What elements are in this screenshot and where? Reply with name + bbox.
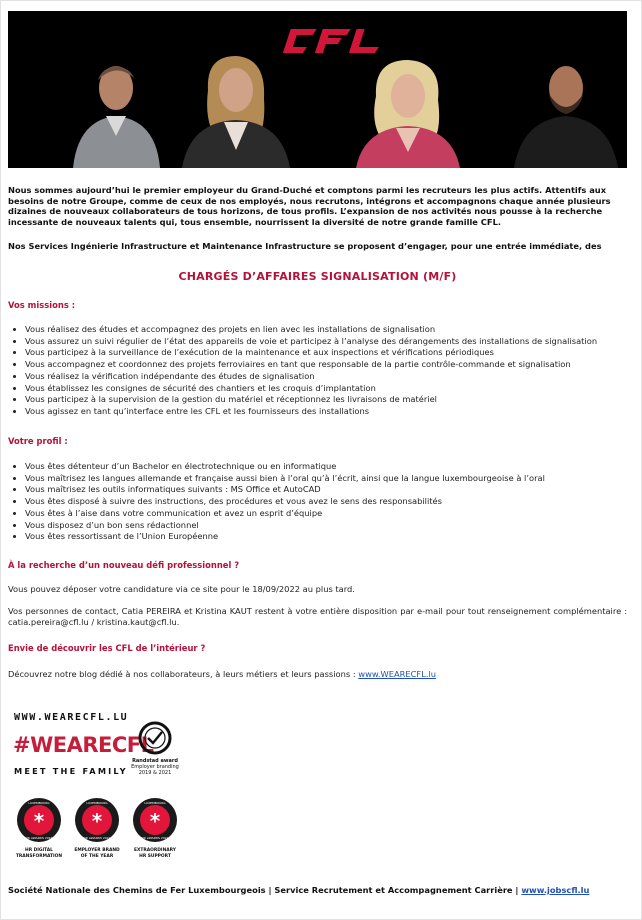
blog-sentence: Découvrez notre blog dédié à nos collaborateurs, à leurs métiers et leurs passions : [8, 669, 359, 679]
asterisk-icon: * [33, 809, 45, 833]
badge-top-text: LUXEMBOURG [86, 801, 108, 805]
employee-photo-3 [348, 56, 468, 168]
badge-bottom-text: HR AWARDS 2021 [141, 836, 169, 840]
list-item: • Vous participez à la surveillance de l’exécution de la maintenance et aux inspections et vérifications périodiques [25, 347, 597, 359]
list-item: • Vous participez à la supervision de la gestion du matériel et réceptionnez les livraisons de matériel [25, 394, 597, 406]
contact-text: Vos personnes de contact, Catia PEREIRA et Kristina KAUT restent à votre entière disposition par e-mail pour tout renseignement complémentaire : catia.pereira@cfl.lu / kristina.kaut@cfl.lu. [8, 606, 627, 627]
list-item: • Vous êtes ressortissant de l’Union Européenne [25, 531, 545, 543]
list-item: • Vous établissez les consignes de sécurité des chantiers et les croquis d’implantation [25, 383, 597, 395]
employer-branding-badges [8, 708, 198, 868]
footer [8, 885, 589, 896]
hr-award-badge-3 [133, 798, 177, 859]
badge-caption: HR SUPPORT [139, 854, 171, 859]
badge-caption: OF THE YEAR [80, 854, 114, 859]
list-item: • Vous réalisez des études et accompagnez des projets en lien avec les installations de signalisation [25, 324, 597, 336]
list-item: • Vous accompagnez et coordonnez des projets ferroviaires en tant que responsable de la partie contrôle-commande et signalisation [25, 359, 597, 371]
badge-caption: EXTRAORDINARY [134, 848, 176, 853]
footer-text: Société Nationale des Chemins de Fer Luxembourgeois | Service Recrutement et Accompagnement Carrière | [8, 885, 522, 895]
badge-bottom-text: HR AWARDS 2021 [83, 836, 111, 840]
job-title: CHARGÉS D’AFFAIRES SIGNALISATION (M/F) [178, 270, 457, 283]
badge-top-text: LUXEMBOURG [28, 801, 50, 805]
list-item: • Vous êtes détenteur d’un Bachelor en électrotechnique ou en informatique [25, 461, 545, 473]
profile-heading: Votre profil : [8, 436, 68, 446]
list-item: • Vous êtes disposé à suivre des instructions, des procédures et vous avez le sens des responsabilités [25, 496, 545, 508]
hr-award-badge-2 [74, 798, 120, 859]
award-line: Employer branding [131, 764, 179, 770]
list-item: • Vous disposez d’un bon sens rédactionnel [25, 520, 545, 532]
list-item: • Vous réalisez la vérification indépendante des études de signalisation [25, 371, 597, 383]
apply-heading: À la recherche d’un nouveau défi professionnel ? [8, 560, 240, 570]
list-item: • Vous maîtrisez les langues allemande et française aussi bien à l’oral qu’à l’écrit, ainsi que la langue luxembourgeoise à l’oral [25, 473, 545, 485]
employee-photo-4 [508, 58, 627, 168]
discover-heading: Envie de découvrir les CFL de l’intérieur ? [8, 643, 206, 653]
badge-caption: EMPLOYER BRAND [74, 848, 120, 853]
profile-list [8, 461, 545, 543]
intro-paragraph: Nous sommes aujourd’hui le premier employeur du Grand-Duché et comptons parmi les recruteurs les plus actifs. Attentifs aux besoins de notre Groupe, comme de ceux de nos employés, nous recrutons, intégrons et accompagnons chaque année plusieurs dizaines de nouveaux collaborateurs de tous horizons, de tous profils. L’expansion de nos activités nous pousse à la recherche incessante de nouveaux talents qui, tous ensemble, nourrissent la diversité de notre grande famille CFL. [8, 185, 611, 227]
award-line: Randstad award [132, 758, 178, 764]
wearecfl-site-text: WWW.WEARECFL.LU [14, 712, 129, 723]
badge-caption: TRANSFORMATION [15, 854, 63, 859]
award-line: 2019 & 2021 [138, 770, 172, 776]
hero-banner [8, 11, 627, 168]
wearecfl-link[interactable]: www.WEARECFL.lu [358, 669, 437, 679]
wearecfl-hashtag: #WEARECFL [13, 733, 154, 757]
asterisk-icon: * [149, 809, 161, 833]
list-item: • Vous assurez un suivi régulier de l’état des appareils de voie et participez à l’analyse des dérangements des installations de signalisation [25, 336, 597, 348]
missions-heading: Vos missions : [8, 300, 76, 310]
asterisk-icon: * [91, 809, 103, 833]
jobscfl-link[interactable]: www.jobscfl.lu [521, 885, 590, 895]
blog-text [8, 669, 436, 680]
employee-photo-2 [178, 50, 298, 168]
badge-bottom-text: HR AWARDS 2021 [25, 836, 53, 840]
badge-caption: HR DIGITAL [25, 848, 53, 853]
employee-photo-1 [68, 58, 188, 168]
hr-award-badge-1 [16, 798, 63, 859]
meet-the-family-text: MEET THE FAMILY [14, 766, 128, 776]
list-item: • Vous êtes à l’aise dans votre communication et avez un esprit d’équipe [25, 508, 545, 520]
engagement-sentence: Nos Services Ingénierie Infrastructure et Maintenance Infrastructure se proposent d’engager, pour une entrée immédiate, des [8, 241, 602, 251]
badge-top-text: LUXEMBOURG [144, 801, 166, 805]
list-item: • Vous agissez en tant qu’interface entre les CFL et les fournisseurs des installations [25, 406, 597, 418]
missions-list [8, 324, 597, 418]
list-item: • Vous maîtrisez les outils informatiques suivants : MS Office et AutoCAD [25, 484, 545, 496]
deadline-text: Vous pouvez déposer votre candidature via ce site pour le 18/09/2022 au plus tard. [8, 584, 355, 594]
